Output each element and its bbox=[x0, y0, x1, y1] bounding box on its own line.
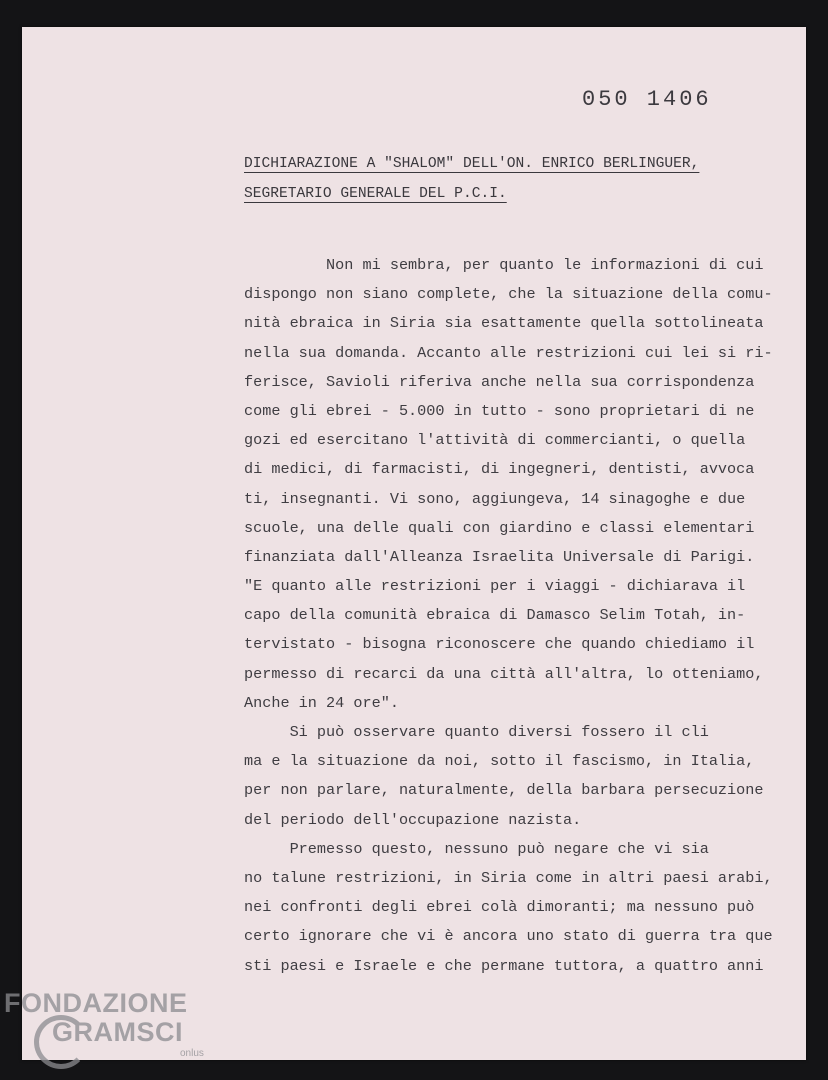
body-line: per non parlare, naturalmente, della barbara persecuzione bbox=[244, 781, 764, 800]
watermark-line-2: GRAMSCI bbox=[52, 1017, 183, 1047]
body-line: Si può osservare quanto diversi fossero il cli bbox=[244, 723, 709, 741]
document-number: 050 1406 bbox=[582, 87, 712, 112]
body-line: del periodo dell'occupazione nazista. bbox=[244, 810, 582, 829]
body-line: dispongo non siano complete, che la situazione della comu- bbox=[244, 285, 773, 304]
title-line-1: DICHIARAZIONE A "SHALOM" DELL'ON. ENRICO BERLINGUER, bbox=[244, 156, 700, 172]
body-line: ti, insegnanti. Vi sono, aggiungeva, 14 sinagoghe e due bbox=[244, 489, 746, 508]
body-line: nei confronti degli ebrei colà dimoranti; ma nessuno può bbox=[244, 898, 755, 917]
body-line: gozi ed esercitano l'attività di commercianti, o quella bbox=[244, 431, 746, 450]
body-line: tervistato - bisogna riconoscere che quando chiediamo il bbox=[244, 635, 755, 654]
body-line: nità ebraica in Siria sia esattamente quella sottolineata bbox=[244, 314, 764, 333]
body-line: ferisce, Savioli riferiva anche nella sua corrispondenza bbox=[244, 372, 755, 391]
body-line: Premesso questo, nessuno può negare che vi sia bbox=[244, 839, 709, 858]
document-title bbox=[244, 149, 699, 209]
document-page bbox=[22, 27, 806, 1060]
body-line: di medici, di farmacisti, di ingegneri, dentisti, avvoca bbox=[244, 460, 755, 479]
watermark-line-1: FONDAZIONE bbox=[4, 988, 188, 1018]
body-line: finanziata dall'Alleanza Israelita Universale di Parigi. bbox=[244, 547, 755, 566]
body-line: come gli ebrei - 5.000 in tutto - sono proprietari di ne bbox=[244, 401, 755, 420]
body-line: Non mi sembra, per quanto le informazioni di cui bbox=[244, 256, 764, 274]
title-line-2: SEGRETARIO GENERALE DEL P.C.I. bbox=[244, 186, 507, 202]
body-line: "E quanto alle restrizioni per i viaggi - dichiarava il bbox=[244, 577, 746, 596]
watermark-logo bbox=[4, 988, 204, 1059]
body-line: no talune restrizioni, in Siria come in altri paesi arabi, bbox=[244, 868, 773, 887]
body-line: certo ignorare che vi è ancora uno stato di guerra tra que bbox=[244, 927, 773, 946]
body-line: scuole, una delle quali con giardino e classi elementari bbox=[244, 518, 755, 537]
body-line: nella sua domanda. Accanto alle restrizioni cui lei si ri- bbox=[244, 343, 773, 362]
document-body bbox=[244, 251, 804, 981]
watermark-line-3: onlus bbox=[180, 1048, 204, 1059]
body-line: sti paesi e Israele e che permane tuttora, a quattro anni bbox=[244, 956, 764, 975]
body-line: Anche in 24 ore". bbox=[244, 693, 399, 712]
body-line: ma e la situazione da noi, sotto il fascismo, in Italia, bbox=[244, 752, 755, 771]
body-line: permesso di recarci da una città all'altra, lo otteniamo, bbox=[244, 664, 764, 683]
logo-g-icon bbox=[34, 1015, 88, 1069]
body-line: capo della comunità ebraica di Damasco Selim Totah, in- bbox=[244, 606, 746, 625]
